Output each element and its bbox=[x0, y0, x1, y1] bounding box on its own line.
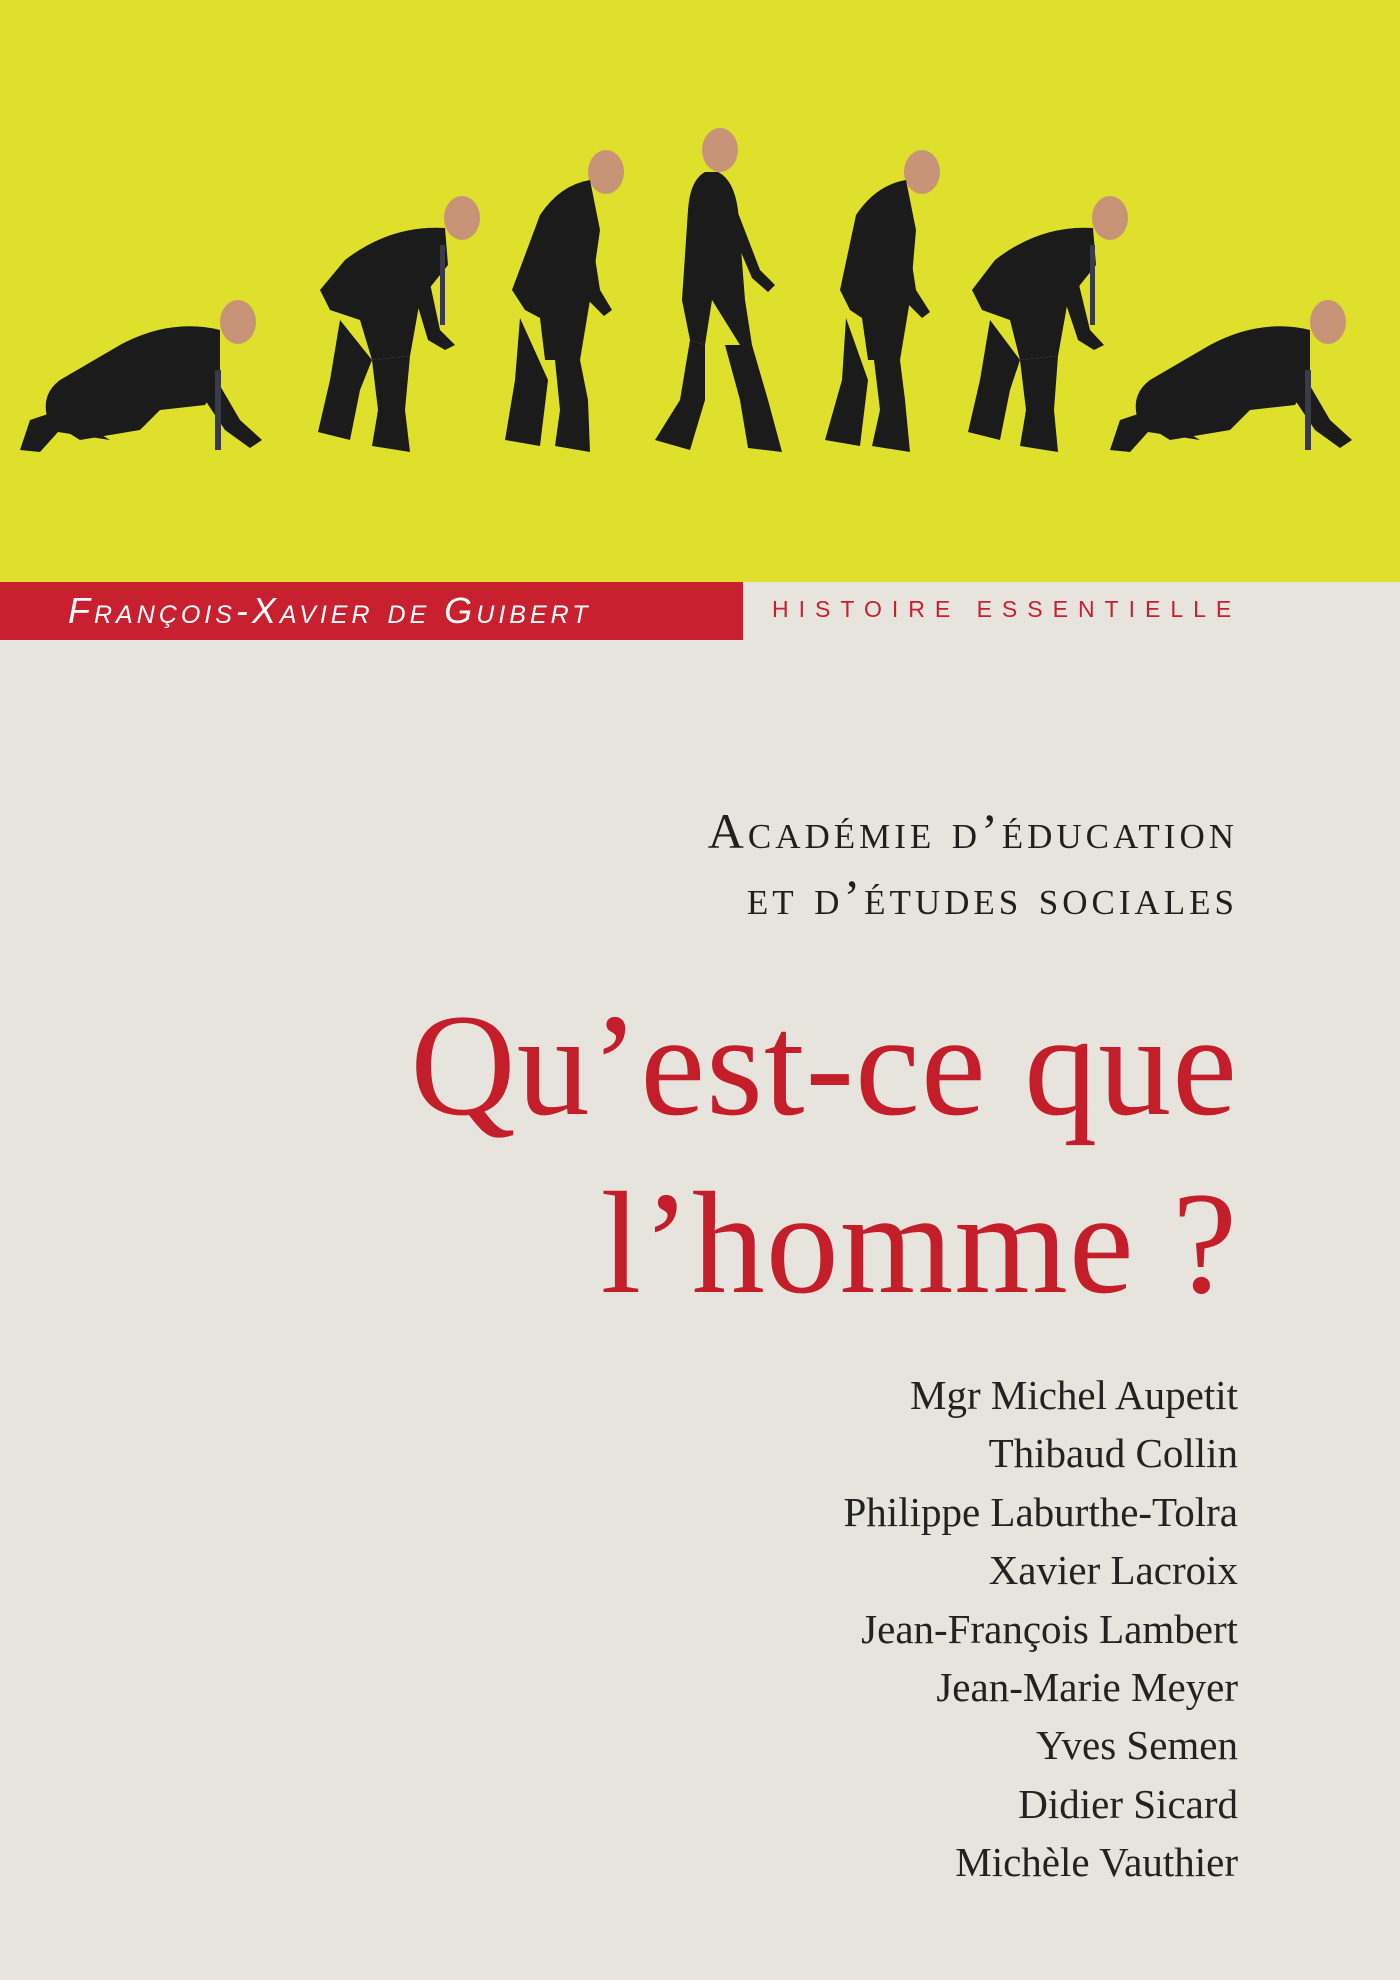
institution-name bbox=[708, 798, 1238, 930]
author-name: Philippe Laburthe-Tolra bbox=[843, 1488, 1238, 1535]
author-name: Michèle Vauthier bbox=[955, 1839, 1238, 1886]
figure-crawling-right bbox=[1110, 300, 1352, 452]
author-name: Yves Semen bbox=[1036, 1722, 1238, 1769]
publisher-banner bbox=[0, 582, 743, 640]
title-line-1: Qu’est-ce que bbox=[410, 984, 1238, 1146]
figure-crawling-left bbox=[20, 300, 262, 452]
publisher-name: François-Xavier de Guibert bbox=[68, 590, 592, 631]
cover-illustration bbox=[0, 0, 1400, 582]
figure-stooped-right bbox=[968, 196, 1128, 452]
author-name: Didier Sicard bbox=[1018, 1780, 1238, 1827]
author-name: Jean-François Lambert bbox=[861, 1605, 1238, 1652]
figure-half-upright-right bbox=[825, 150, 940, 452]
institution-line-1: Académie d’éducation bbox=[707, 803, 1238, 859]
author-name: Xavier Lacroix bbox=[988, 1547, 1238, 1594]
figure-stooped-left bbox=[318, 196, 480, 452]
author-name: Mgr Michel Aupetit bbox=[910, 1372, 1238, 1418]
author-list bbox=[844, 1366, 1239, 1892]
institution-line-2: et d’études sociales bbox=[746, 869, 1238, 925]
collection-name: HISTOIRE ESSENTIELLE bbox=[772, 596, 1242, 622]
figure-upright bbox=[655, 128, 782, 452]
book-title bbox=[410, 976, 1238, 1332]
title-line-2: l’homme ? bbox=[600, 1162, 1238, 1324]
author-name: Jean-Marie Meyer bbox=[936, 1664, 1238, 1711]
evolution-sequence-image bbox=[0, 0, 1400, 582]
figure-half-upright-left bbox=[505, 150, 624, 452]
author-name: Thibaud Collin bbox=[988, 1430, 1238, 1477]
